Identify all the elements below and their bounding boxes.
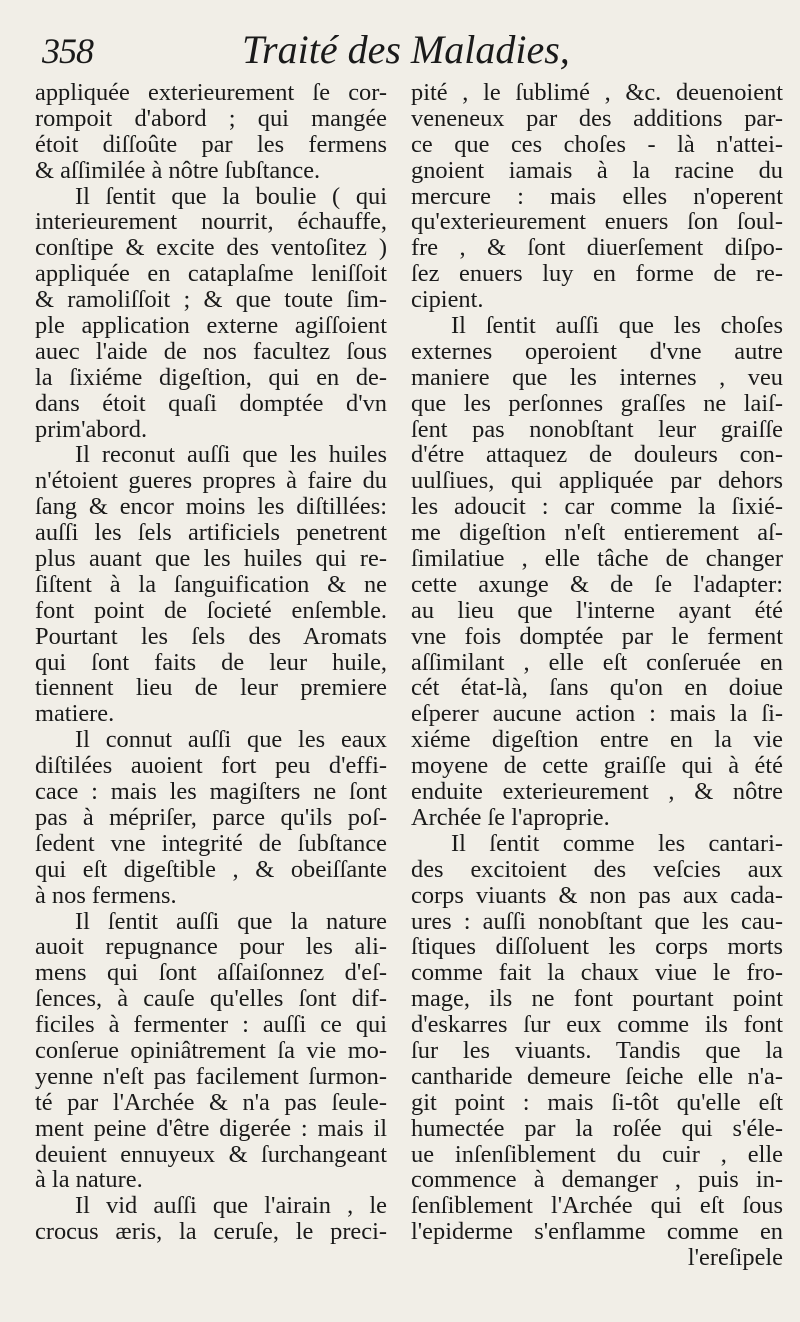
text-line: cace : mais les magiſters ne ſont bbox=[35, 778, 387, 806]
text-line: ſiſtent à la ſanguification & ne bbox=[35, 570, 387, 598]
text-line: que les perſonnes graſſes ne laiſ- bbox=[411, 389, 783, 417]
text-line: pité , le ſublimé , &c. deuenoient bbox=[411, 79, 783, 106]
page-header bbox=[32, 22, 768, 82]
text-line: diſtilées auoient fort peu d'effi- bbox=[35, 752, 387, 780]
text-line: tiennent lieu de leur premiere bbox=[35, 674, 387, 702]
text-line: appliquée exterieurement ſe cor- bbox=[35, 79, 387, 106]
text-line: l'epiderme s'enflamme comme en bbox=[411, 1218, 783, 1246]
text-line: rompoit d'abord ; qui mangée bbox=[35, 104, 387, 132]
page-number: 358 bbox=[42, 31, 93, 71]
text-line: ſenſiblement l'Archée qui eſt ſous bbox=[411, 1192, 783, 1220]
text-line: ſimilatiue , elle tâche de changer bbox=[411, 545, 783, 573]
text-line: té par l'Archée & n'a pas ſeule- bbox=[35, 1088, 387, 1116]
text-line: Il ſentit comme les cantari- bbox=[451, 829, 783, 857]
text-line: cét état-là, ſans qu'on en doiue bbox=[411, 674, 783, 702]
text-line: me digeſtion n'eſt entierement aſ- bbox=[411, 519, 783, 547]
text-line: veneneux par des additions par- bbox=[411, 104, 783, 132]
text-line: commence à demanger , puis in- bbox=[411, 1166, 783, 1194]
text-line: Il vid auſſi que l'airain , le bbox=[75, 1192, 387, 1220]
text-line: yenne n'eſt pas facilement ſurmon- bbox=[35, 1062, 387, 1090]
text-line: Il reconut auſſi que les huiles bbox=[75, 441, 387, 469]
text-line: ſez enuers luy en forme de re- bbox=[411, 260, 783, 288]
text-line: les adoucit : car comme la ſixié- bbox=[411, 493, 783, 521]
text-line: dans étoit quaſi domptée d'vn bbox=[35, 389, 387, 417]
text-line: ficiles à fermenter : auſſi ce qui bbox=[35, 1011, 387, 1039]
text-line: Il ſentit auſſi que la nature bbox=[75, 907, 387, 935]
text-line: prim'abord. bbox=[35, 415, 148, 443]
text-line: Pourtant les ſels des Aromats bbox=[35, 622, 387, 650]
text-line: pas à mépriſer, parce qu'ils poſ- bbox=[35, 803, 387, 831]
text-line: plus auant que les huiles qui re- bbox=[35, 545, 387, 573]
text-line: qui ſont faits de leur huile, bbox=[35, 648, 387, 676]
text-line: ſur les viuants. Tandis que la bbox=[411, 1036, 783, 1064]
text-line: crocus æris, la ceruſe, le preci- bbox=[35, 1218, 387, 1246]
text-line: Il ſentit auſſi que les choſes bbox=[451, 312, 783, 340]
text-line: au lieu que l'interne ayant été bbox=[411, 596, 783, 624]
text-line: humectée par la roſée qui s'éle- bbox=[411, 1114, 783, 1142]
text-line: maniere que les internes , veu bbox=[411, 363, 783, 391]
text-line: ſang & encor moins les diſtillées: bbox=[35, 493, 387, 521]
text-line: deuient ennuyeux & ſurchangeant bbox=[35, 1140, 387, 1168]
text-line: conſtipe & excite des ventoſitez ) bbox=[35, 234, 387, 262]
text-line: à nos fermens. bbox=[35, 881, 177, 909]
text-line: cette axunge & de ſe l'adapter: bbox=[411, 570, 783, 598]
text-line: externes operoient d'vne autre bbox=[411, 337, 783, 365]
text-line: des excitoient des veſcies aux bbox=[411, 855, 783, 883]
text-line: mens qui ſont aſſaiſonnez d'eſ- bbox=[35, 959, 387, 987]
text-line: gnoient iamais à la racine du bbox=[411, 156, 783, 184]
text-line: fre , & ſont diuerſement diſpo- bbox=[411, 234, 783, 262]
text-line: corps viuants & non pas aux cada- bbox=[411, 881, 783, 909]
text-line: eſperer aucune action : mais la ſi- bbox=[411, 700, 783, 728]
text-line: ce que ces choſes - là n'attei- bbox=[411, 130, 783, 158]
text-line: qu'exterieurement enuers ſon ſoul- bbox=[411, 208, 783, 236]
text-line: cipient. bbox=[411, 286, 484, 314]
text-line: Archée ſe l'aproprie. bbox=[411, 803, 610, 831]
text-line: uulſiues, qui appliquée par dehors bbox=[411, 467, 783, 495]
text-line: à la nature. bbox=[35, 1166, 143, 1194]
text-line: l'ereſipele bbox=[687, 1244, 783, 1272]
text-line: matiere. bbox=[35, 700, 115, 728]
text-line: mage, ils ne font pourtant point bbox=[411, 985, 783, 1013]
text-line: étoit diſſoûte par les fermens bbox=[35, 130, 387, 158]
text-line: ple application externe agiſſoient bbox=[35, 312, 387, 340]
text-line: d'étre attaquez de douleurs con- bbox=[411, 441, 783, 469]
text-line: mercure : mais elles n'operent bbox=[411, 182, 783, 210]
text-line: ment peine d'être digerée : mais il bbox=[35, 1114, 387, 1142]
text-line: la ſixiéme digeſtion, qui en de- bbox=[35, 363, 387, 391]
text-line: ue inſenſiblement du cuir , elle bbox=[411, 1140, 783, 1168]
text-line: font point de ſocieté enſemble. bbox=[35, 596, 387, 624]
text-line: auſſi les ſels artificiels penetrent bbox=[35, 519, 387, 547]
text-line: auec l'aide de nos facultez ſous bbox=[35, 337, 387, 365]
text-line: auoit repugnance pour les ali- bbox=[35, 933, 387, 961]
text-line: Il ſentit que la boulie ( qui bbox=[75, 182, 387, 210]
text-line: Il connut auſſi que les eaux bbox=[75, 726, 387, 754]
text-line: comme fait la chaux viue le fro- bbox=[411, 959, 783, 987]
text-line: d'eskarres ſur eux comme ils font bbox=[411, 1011, 783, 1039]
text-line: interieurement nourrit, échauffe, bbox=[35, 208, 387, 236]
right-text-column bbox=[411, 80, 783, 1271]
text-line: n'étoient gueres propres à faire du bbox=[35, 467, 387, 495]
text-line: & aſſimilée à nôtre ſubſtance. bbox=[35, 156, 321, 184]
text-line: vne fois domptée par le ferment bbox=[411, 622, 783, 650]
text-line: ures : auſſi nonobſtant que les cau- bbox=[411, 907, 783, 935]
text-line: aſſimilant , elle eſt conſeruée en bbox=[411, 648, 783, 676]
text-line: & ramoliſſoit ; & que toute ſim- bbox=[35, 286, 387, 314]
text-line: ſent pas nonobſtant leur graiſſe bbox=[411, 415, 783, 443]
text-line: conſerue opiniâtrement ſa vie mo- bbox=[35, 1036, 387, 1064]
text-line: ſtiques diſſoluent les corps morts bbox=[411, 933, 783, 961]
text-line: qui eſt digeſtible , & obeiſſante bbox=[35, 855, 387, 883]
text-line: xiéme digeſtion entre en la vie bbox=[411, 726, 783, 754]
text-line: appliquée en cataplaſme leniſſoit bbox=[35, 260, 387, 288]
text-line: ſences, à cauſe qu'elles ſont dif- bbox=[35, 985, 387, 1013]
text-line: ſedent vne integrité de ſubſtance bbox=[35, 829, 387, 857]
text-line: enduite exterieurement , & nôtre bbox=[411, 778, 783, 806]
running-title: Traité des Maladies, bbox=[242, 27, 570, 72]
text-line: git point : mais ſi-tôt qu'elle eſt bbox=[411, 1088, 783, 1116]
left-text-column bbox=[35, 80, 387, 1245]
text-line: moyene de cette graiſſe qui à été bbox=[411, 752, 783, 780]
text-line: cantharide demeure ſeiche elle n'a- bbox=[411, 1062, 783, 1090]
